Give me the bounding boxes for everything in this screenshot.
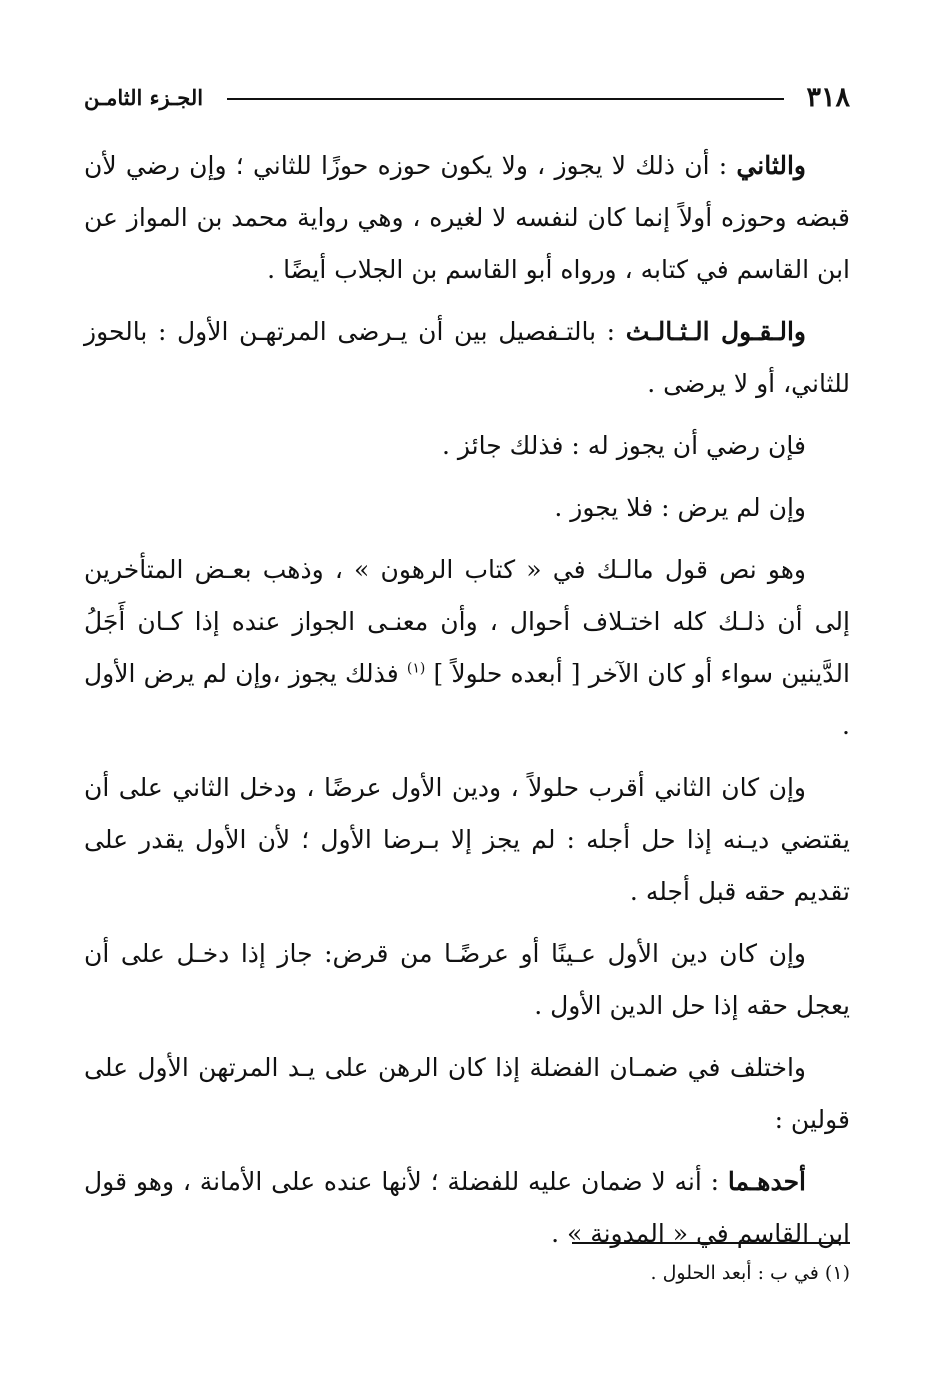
paragraph-7 (84, 928, 850, 1032)
paragraph-text: وإن لم يرض : فلا يجوز . (554, 493, 806, 522)
running-header (84, 72, 850, 122)
header-rule (227, 98, 784, 100)
paragraph-4 (84, 482, 850, 534)
paragraph-2 (84, 306, 850, 410)
page (84, 72, 850, 1270)
paragraph-text: وإن كان دين الأول عـينًا أو عرضًـا من قرض: جاز إذا دخـل على أن يعجل حقه إذا حل الدين الأول . (84, 939, 850, 1020)
paragraph-text: واختلف في ضمـان الفضلة إذا كان الرهن على يـد المرتهن الأول على قولين : (84, 1053, 850, 1134)
footnote: (١) في ب : أبعد الحلول . (650, 1262, 850, 1284)
paragraph-1 (84, 140, 850, 296)
running-title: الجـزء الثامـن (84, 84, 204, 110)
paragraph-text: : أن ذلك لا يجوز ، ولا يكون حوزه حوزًا للثاني ؛ وإن رضي لأن قبضه وحوزه أولاً إنما كان لنفسه لا لغيره ، وهي رواية محمد بن المواز عن ابن القاسم في كتابه ، ورواه أبو القاسم بن الجلاب أيضًا . (84, 151, 850, 284)
paragraph-text: وهو نص قول مالـك في « كتاب الرهون » ، وذهب بعـض المتأخرين إلى أن ذلـك كله اختـلاف أحوال ، وأن معنـى الجواز عنده إذا كـان أَجَلُ الدَّينين سواء أو كان الآخر [ أبعده حلولاً ] (84, 555, 850, 688)
paragraph-lead: أحدهـما (727, 1167, 806, 1196)
paragraph-lead: والـقـول الـثـالـث (625, 317, 806, 346)
paragraph-lead: والثاني (736, 151, 806, 180)
paragraph-5 (84, 544, 850, 752)
body-text (84, 140, 850, 1260)
paragraph-text: : بالتـفصيل بين أن يـرضى المرتهـن الأول : بالحوز للثاني، أو لا يرضى . (84, 317, 850, 398)
paragraph-text: وإن كان الثاني أقرب حلولاً ، ودين الأول عرضًا ، ودخل الثاني على أن يقتضي ديـنه إذا حل أجله : لم يجز إلا بـرضا الأول ؛ لأن الأول يقدر على تقديم حقه قبل أجله . (84, 773, 850, 906)
paragraph-text-after: فذلك يجوز ،وإن لم يرض الأول . (84, 659, 850, 740)
paragraph-9 (84, 1156, 850, 1260)
paragraph-6 (84, 762, 850, 918)
footnote-rule (572, 1242, 850, 1244)
paragraph-8 (84, 1042, 850, 1146)
page-number: ٣١٨ (806, 81, 850, 113)
paragraph-text: فإن رضي أن يجوز له : فذلك جائز . (441, 431, 806, 460)
paragraph-3 (84, 420, 850, 472)
paragraph-text: : أنه لا ضمان عليه للفضلة ؛ لأنها عنده على الأمانة ، وهو قول ابن القاسم في « المدونة » . (84, 1167, 850, 1248)
footnote-ref[interactable]: (١) (406, 660, 426, 677)
